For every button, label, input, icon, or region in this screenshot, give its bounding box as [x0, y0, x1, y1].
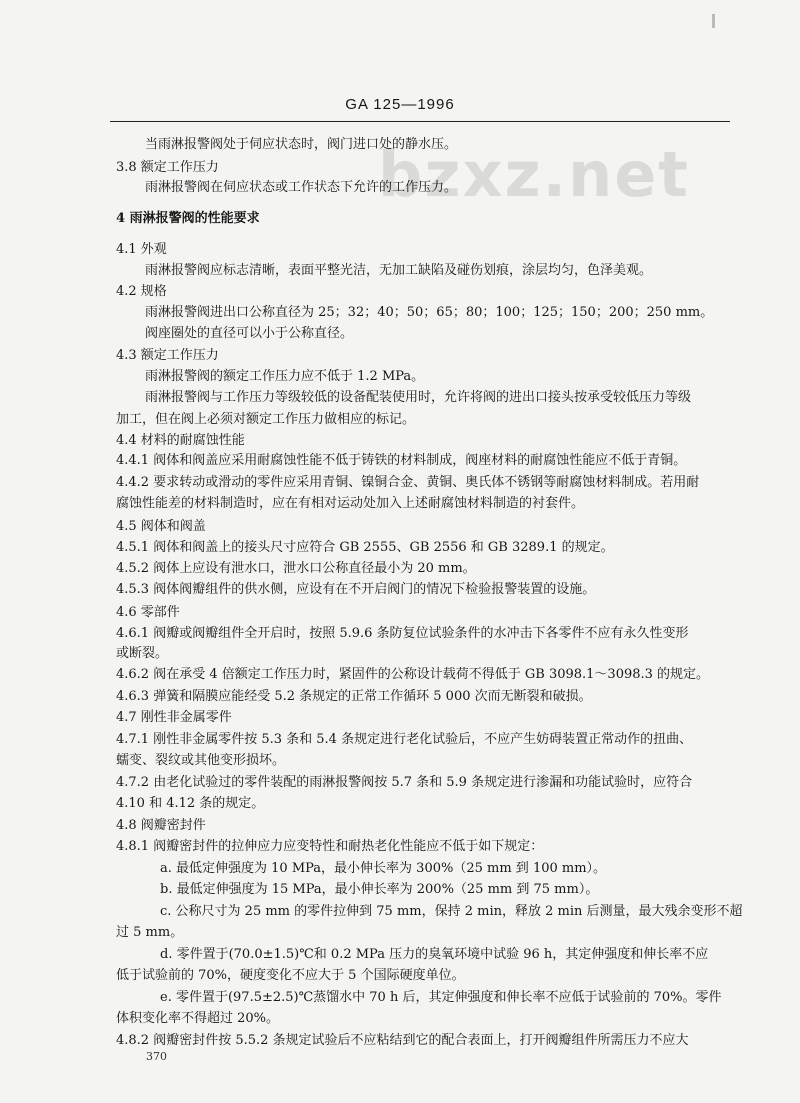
text-line: 4.4.2 要求转动或滑动的零件应采用青铜、镍铜合金、黄铜、奥氏体不锈钢等耐腐蚀材料制成。若用耐: [116, 475, 700, 490]
text-line: 4.7.2 由老化试验过的零件装配的雨淋报警阀按 5.7 条和 5.9 条规定进行渗漏和功能试验时，应符合: [116, 775, 693, 790]
text-line: 蠕变、裂纹或其他变形损坏。: [116, 753, 286, 768]
text-line: 4.4.1 阀体和阀盖应采用耐腐蚀性能不低于铸铁的材料制成，阀座材料的耐腐蚀性能应不低于青铜。: [116, 453, 687, 468]
text-line: 4 雨淋报警阀的性能要求: [116, 211, 260, 226]
text-line: 4.1 外观: [116, 242, 167, 257]
text-line: c. 公称尺寸为 25 mm 的零件拉伸到 75 mm，保持 2 min，释放 2 min 后测量，最大残余变形不超: [160, 904, 743, 919]
text-line: 体积变化率不得超过 20%。: [116, 1011, 280, 1026]
text-line: 4.7 刚性非金属零件: [116, 710, 232, 725]
scan-mark: [712, 14, 715, 28]
text-line: 当雨淋报警阀处于伺应状态时，阀门进口处的静水压。: [145, 137, 458, 152]
text-line: 4.10 和 4.12 条的规定。: [116, 796, 265, 811]
watermark: bzxz.net: [378, 138, 690, 211]
text-line: 4.2 规格: [116, 284, 167, 299]
text-line: 雨淋报警阀在伺应状态或工作状态下允许的工作压力。: [145, 180, 458, 195]
text-line: 4.3 额定工作压力: [116, 348, 219, 363]
text-line: d. 零件置于(70.0±1.5)℃和 0.2 MPa 压力的臭氧环境中试验 96 h，其定伸强度和伸长率不应: [160, 947, 709, 962]
page-number: 370: [146, 1050, 167, 1063]
text-line: 低于试验前的 70%，硬度变化不应大于 5 个国际硬度单位。: [116, 968, 465, 983]
text-line: 雨淋报警阀的额定工作压力应不低于 1.2 MPa。: [145, 369, 425, 384]
text-line: 4.6.1 阀瓣或阀瓣组件全开启时，按照 5.9.6 条防复位试验条件的水冲击下各零件不应有永久性变形: [116, 626, 689, 641]
header-rule: [110, 121, 730, 122]
text-line: 4.8.1 阀瓣密封件的拉伸应力应变特性和耐热老化性能应不低于如下规定：: [116, 839, 544, 854]
text-line: 4.8 阀瓣密封件: [116, 818, 206, 833]
text-line: 雨淋报警阀与工作压力等级较低的设备配装使用时，允许将阀的进出口接头按承受较低压力等级: [145, 390, 692, 405]
text-line: 4.7.1 刚性非金属零件按 5.3 条和 5.4 条规定进行老化试验后，不应产生妨碍装置正常动作的扭曲、: [116, 732, 693, 747]
text-line: 或断裂。: [116, 646, 169, 661]
text-line: 4.8.2 阀瓣密封件按 5.5.2 条规定试验后不应粘结到它的配合表面上，打开阀瓣组件所需压力不应大: [116, 1033, 689, 1048]
text-line: 过 5 mm。: [116, 925, 184, 940]
text-line: 4.5 阀体和阀盖: [116, 519, 206, 534]
text-line: 4.5.1 阀体和阀盖上的接头尺寸应符合 GB 2555、GB 2556 和 GB 3289.1 的规定。: [116, 540, 614, 555]
text-line: b. 最低定伸强度为 15 MPa，最小伸长率为 200%（25 mm 到 75 mm）。: [160, 882, 599, 897]
text-line: 腐蚀性能差的材料制造时，应在有相对运动处加入上述耐腐蚀材料制造的衬套件。: [116, 496, 585, 511]
text-line: 4.6 零部件: [116, 605, 180, 620]
text-line: 4.6.2 阀在承受 4 倍额定工作压力时，紧固件的公称设计载荷不得低于 GB 3098.1～3098.3 的规定。: [116, 667, 710, 682]
text-line: 阀座圈处的直径可以小于公称直径。: [145, 326, 354, 341]
text-line: a. 最低定伸强度为 10 MPa，最小伸长率为 300%（25 mm 到 100 mm）。: [160, 861, 607, 876]
text-line: 4.4 材料的耐腐蚀性能: [116, 433, 245, 448]
text-line: 4.6.3 弹簧和隔膜应能经受 5.2 条规定的正常工作循环 5 000 次而无断裂和破损。: [116, 689, 592, 704]
text-line: e. 零件置于(97.5±2.5)℃蒸馏水中 70 h 后，其定伸强度和伸长率不应低于试验前的 70%。零件: [160, 990, 722, 1005]
text-line: 3.8 额定工作压力: [116, 160, 219, 175]
text-line: 4.5.2 阀体上应设有泄水口，泄水口公称直径最小为 20 mm。: [116, 561, 476, 576]
text-line: 雨淋报警阀进出口公称直径为 25；32；40；50；65；80；100；125；150；200；250 mm。: [145, 305, 714, 320]
text-line: 加工，但在阀上必须对额定工作压力做相应的标记。: [116, 412, 416, 427]
standard-code-header: GA 125—1996: [345, 96, 455, 113]
text-line: 雨淋报警阀应标志清晰，表面平整光洁，无加工缺陷及碰伤划痕，涂层均匀，色泽美观。: [145, 263, 653, 278]
text-line: 4.5.3 阀体阀瓣组件的供水侧，应设有在不开启阀门的情况下检验报警装置的设施。: [116, 582, 596, 597]
